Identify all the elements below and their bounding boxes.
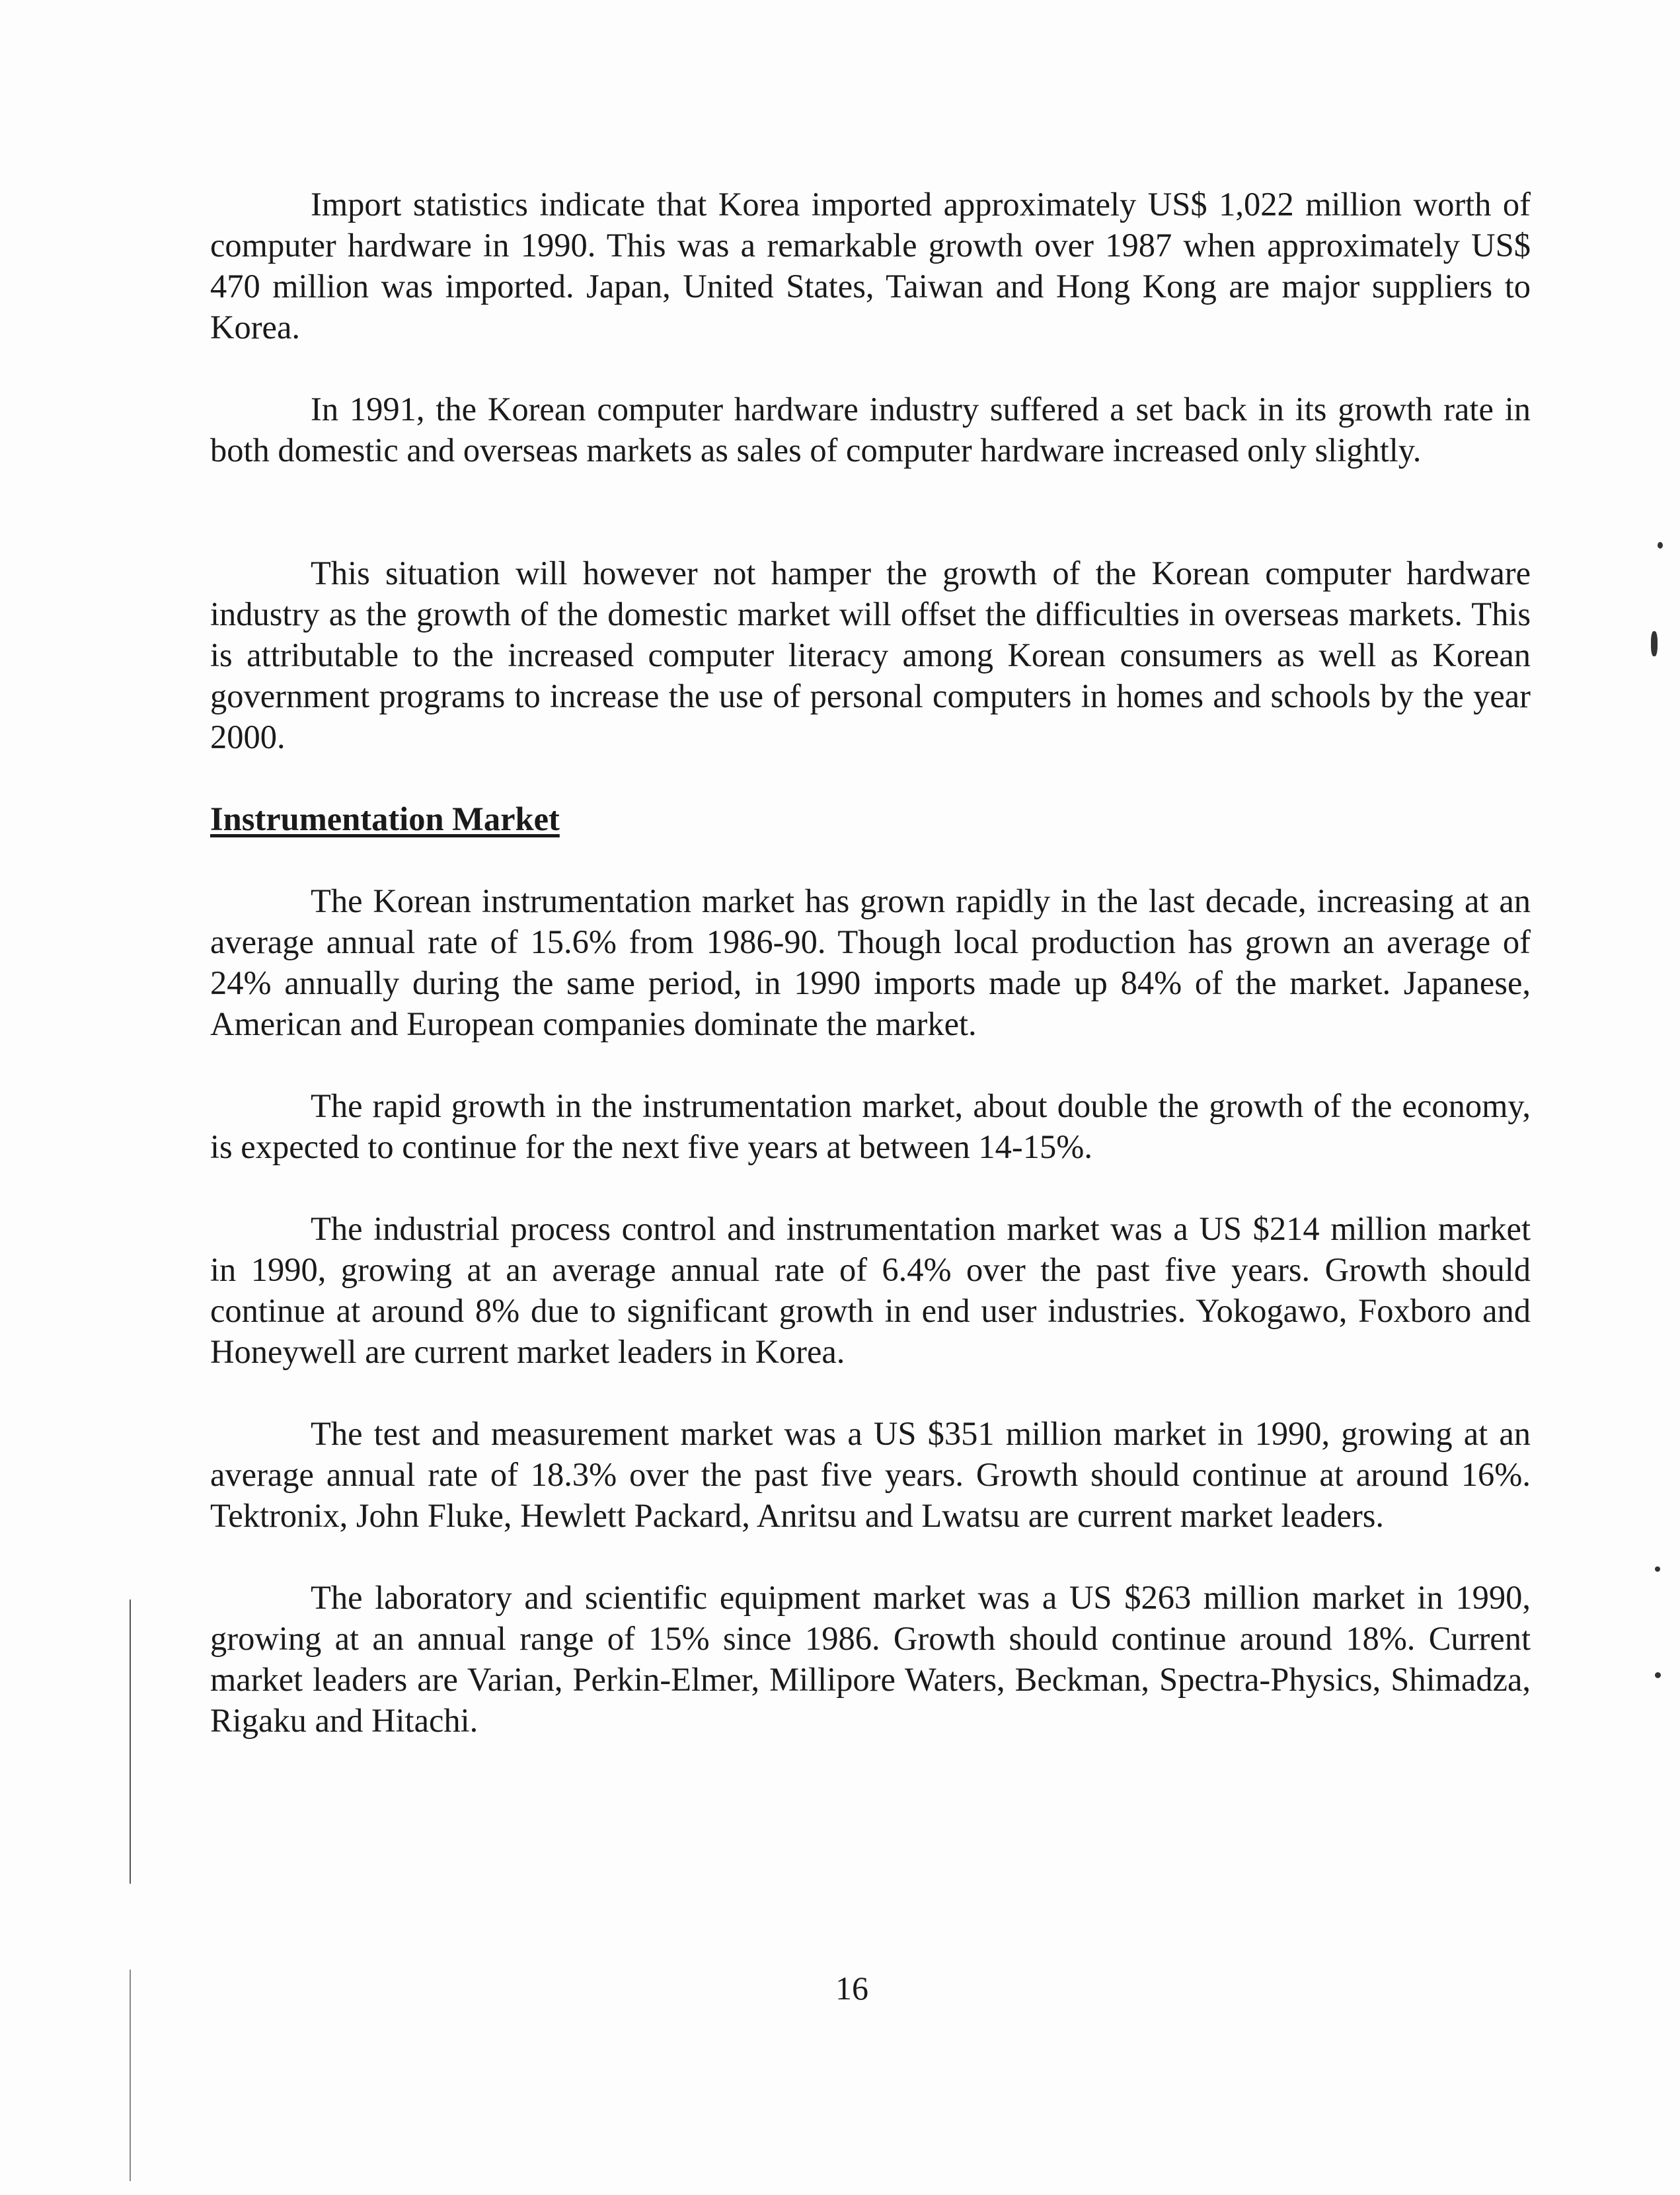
document-body (210, 184, 1531, 1741)
paragraph-instrumentation-outlook: The rapid growth in the instrumentation market, about double the growth of the economy, is expected to continue for the next five years at between 14-15%. (210, 1087, 1531, 1165)
scan-speck (1651, 631, 1658, 656)
scan-speck (1655, 1566, 1660, 1572)
paragraph-domestic-growth: This situation will however not hamper the growth of the Korean computer hardware industry as the growth of the domestic market will offset the difficulties in overseas markets. This is attributable to the increased computer literacy among Korean consumers as well as Korean government programs to increase the use of personal computers in homes and schools by the year 2000. (210, 555, 1531, 755)
scan-edge-line (130, 1970, 131, 2181)
paragraph-process-control: The industrial process control and instrumentation market was a US $214 million market in 1990, growing at an average annual rate of 6.4% over the past five years. Growth should continue at around 8% due to significant growth in end user industries. Yokogawo, Foxboro and Honeywell are current market leaders in Korea. (210, 1210, 1531, 1370)
scan-edge-line (130, 1599, 131, 1884)
scan-speck (1655, 1672, 1661, 1678)
paragraph-instrumentation-overview: The Korean instrumentation market has grown rapidly in the last decade, increasing at an average annual rate of 15.6% from 1986-90. Though local production has grown an average of 24% annually during the same period, in 1990 imports made up 84% of the market. Japanese, American and European companies dominate the market. (210, 882, 1531, 1042)
section-heading: Instrumentation Market (210, 800, 560, 837)
page-number: 16 (835, 1970, 868, 2007)
paragraph-import-statistics: Import statistics indicate that Korea imported approximately US$ 1,022 million worth of computer hardware in 1990. This was a remarkable growth over 1987 when approximately US$ 470 million was imported. Japan, United States, Taiwan and Hong Kong are major suppliers to Korea. (210, 186, 1531, 346)
paragraph-laboratory-equipment: The laboratory and scientific equipment market was a US $263 million market in 1990, growing at an annual range of 15% since 1986. Growth should continue around 18%. Current market leaders are Varian, Perkin-Elmer, Millipore Waters, Beckman, Spectra-Physics, Shimadza, Rigaku and Hitachi. (210, 1579, 1531, 1739)
scan-speck (1658, 542, 1663, 549)
paragraph-test-measurement: The test and measurement market was a US $351 million market in 1990, growing at an average annual rate of 18.3% over the past five years. Growth should continue at around 16%. Tektronix, John Fluke, Hewlett Packard, Anritsu and Lwatsu are current market leaders. (210, 1415, 1531, 1534)
paragraph-1991-setback: In 1991, the Korean computer hardware industry suffered a set back in its growth rate in both domestic and overseas markets as sales of computer hardware increased only slightly. (210, 391, 1531, 469)
